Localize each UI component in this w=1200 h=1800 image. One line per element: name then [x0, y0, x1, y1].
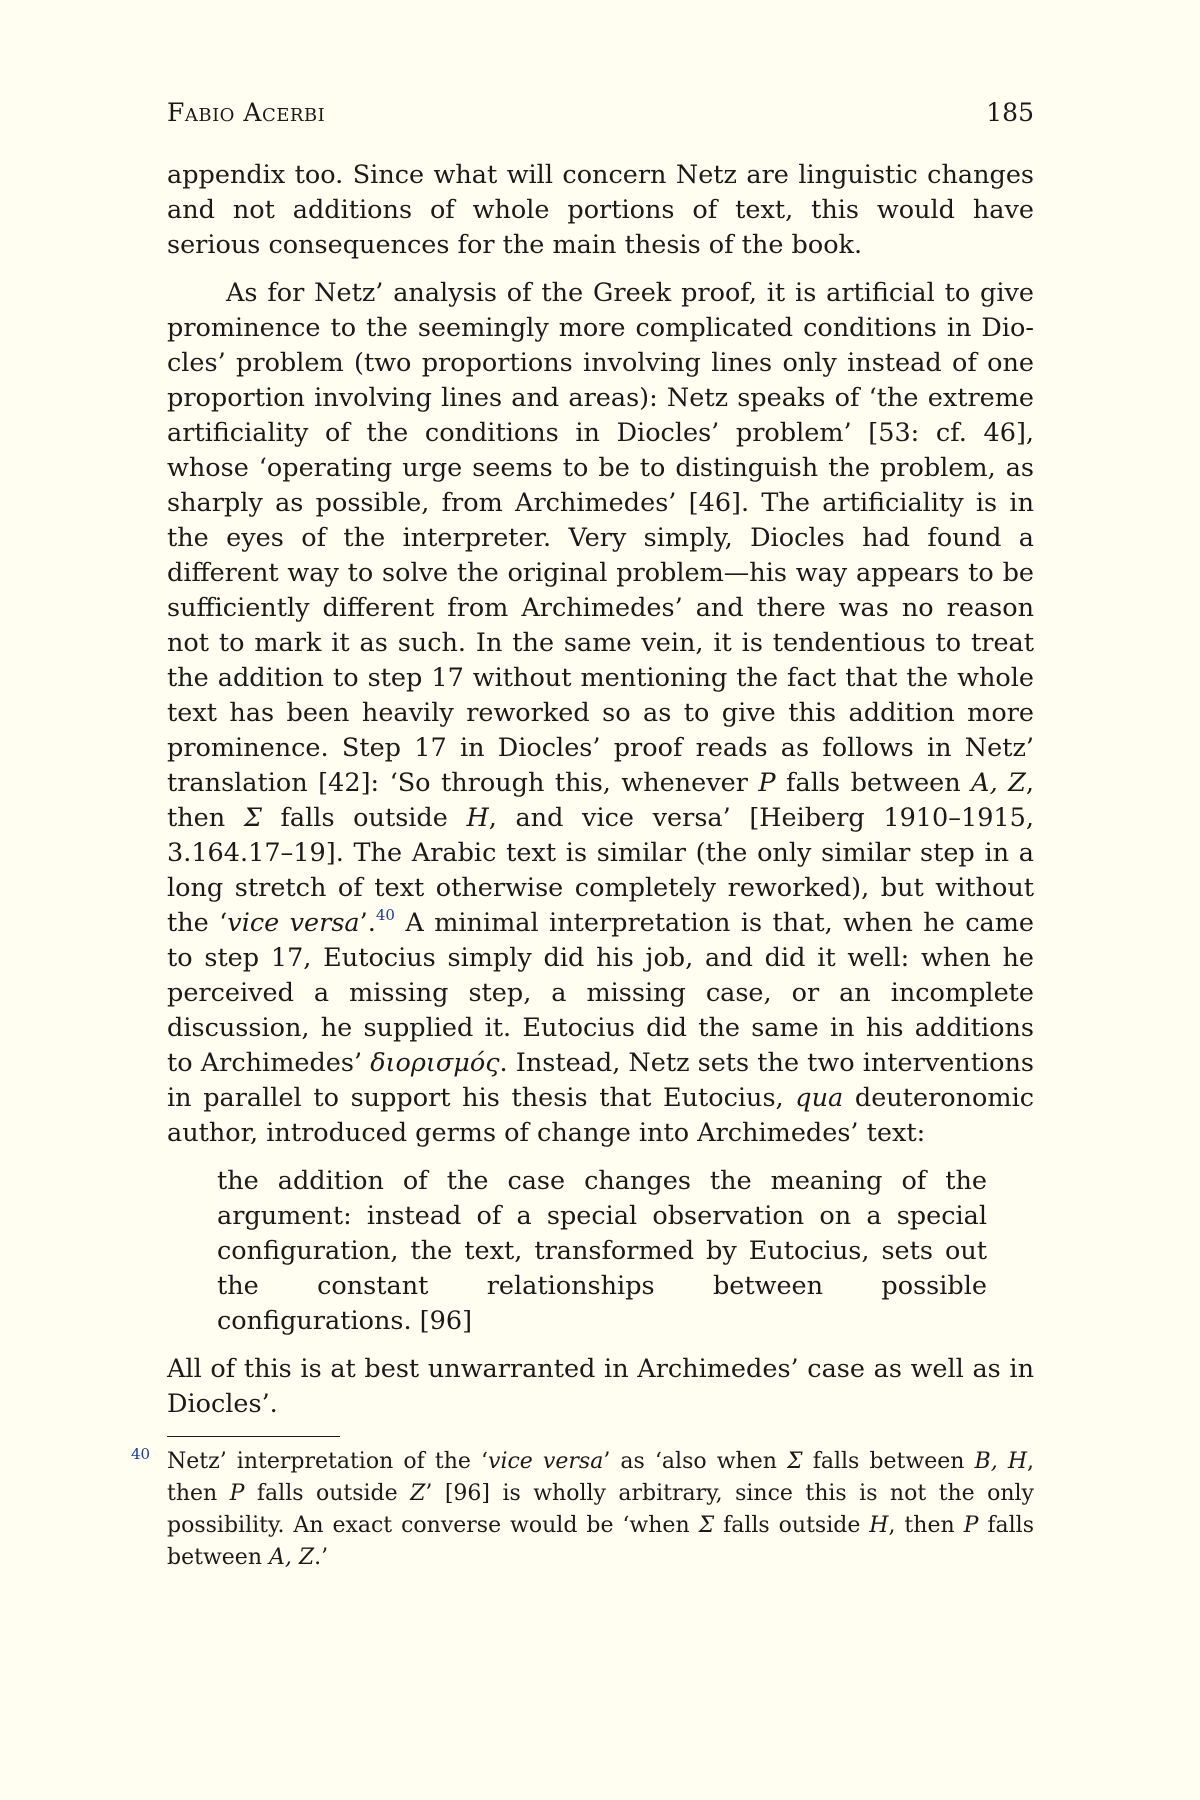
paragraph-2-text: , and vice versa’ [Heiberg 1910–1915, 3.164.17–19]. The Arabic text is similar (the only similar step in a long stretch of text otherwise completely reworked), but without the ‘	[167, 803, 1034, 938]
footnote-text: falls between	[802, 1449, 975, 1474]
footnote-text: Netz’ interpretation of the ‘	[167, 1449, 489, 1474]
footnote-text: , then	[888, 1513, 964, 1538]
footnote-40	[131, 1445, 1035, 1574]
paragraph-2-text: falls between	[775, 768, 972, 798]
math-symbol: B, H	[974, 1449, 1028, 1474]
paragraph-2-text: ’.	[359, 908, 376, 938]
math-symbol: H	[466, 803, 489, 833]
footnote-rule	[167, 1436, 340, 1437]
footnote-text: .’	[314, 1545, 329, 1570]
italic-term: vice versa	[227, 908, 360, 938]
footnote-reference-link[interactable]: 40	[375, 906, 395, 924]
math-symbol: A, Z	[971, 768, 1026, 798]
paragraph-2-text: deuteronomic author, introduced germs of change into Archimedes’ text:	[167, 1083, 1035, 1148]
footnote-text: falls between	[167, 1513, 1034, 1570]
math-symbol: P	[229, 1481, 245, 1506]
page-content	[167, 96, 1034, 1422]
author-name: Fabio Acerbi	[167, 98, 326, 127]
paragraph-3: All of this is at best unwarranted in Archimedes’ case as well as in Diocles’.	[167, 1354, 1034, 1419]
paragraph-2-text: falls outside	[261, 803, 467, 833]
block-quote: the addition of the case changes the meaning of the argument: instead of a special observation on a special configuration, the text, transformed by Eutocius, sets out the constant relationships between possible configurations. [96]	[217, 1166, 987, 1336]
italic-term: vice versa	[488, 1449, 604, 1474]
paragraph-2-text: A minimal interpretation is that, when he came to step 17, Eutocius simply did his job, and did it well: when he perceived a missing step, a missing case, or an incomplete discussion, he supplied it. Eutocius did the same in his additions to Archimedes’	[167, 908, 1034, 1078]
page-number: 185	[986, 98, 1034, 127]
math-symbol: H	[869, 1513, 889, 1538]
math-symbol: Z	[410, 1481, 426, 1506]
footnote-text: , then	[167, 1449, 1035, 1506]
math-symbol: Σ	[787, 1449, 803, 1474]
paragraph-2-text: As for Netz’ analysis of the Greek proof, it is artificial to give prominence to the seemingly more complicated conditions in Diocles’ problem (two proportions involving lines only instead of one proportion involving lines and areas): Netz speaks of ‘the extreme artificiality of the conditions in Diocles’ problem’ [53: cf. 46], whose ‘operating urge seems to be to distinguish the problem, as sharply as possible, from Archimedes’ [46]. The artificiality is in the eyes of the interpreter. Very simply, Diocles had found a different way to solve the original problem—his way appears to be sufficiently different from Archimedes’ and there was no reason not to mark it as such. In the same vein, it is tendentious to treat the addition to step 17 without mentioning the fact that the whole text has been heavily reworked so as to give this addition more prominence. Step 17 in Diocles’ proof reads as follows in Netz’ translation [42]: ‘So through this, whenever	[167, 278, 1034, 798]
footnote-text: falls outside	[244, 1481, 411, 1506]
math-symbol: P	[758, 768, 776, 798]
footnote-text: falls outside	[714, 1513, 870, 1538]
greek-term: διορισμός	[370, 1048, 500, 1078]
footnote-text: ’ as ‘also when	[603, 1449, 788, 1474]
body-text	[167, 158, 1034, 1422]
footnote-text: ’ [96] is wholly arbitrary, since this is not the only possibility. An exact converse would be ‘when	[167, 1481, 1034, 1538]
paragraph-2-text: . Instead, Netz sets the two interventions in parallel to support his thesis that Eutocius,	[167, 1048, 1034, 1113]
italic-term: qua	[795, 1083, 844, 1113]
running-head	[167, 96, 1034, 130]
paragraph-1: appendix too. Since what will concern Netz are linguistic changes and not additions of whole portions of text, this would have serious consequences for the main thesis of the book.	[167, 160, 1034, 260]
math-symbol: P	[963, 1513, 979, 1538]
math-symbol: Σ	[243, 803, 262, 833]
math-symbol: Σ	[698, 1513, 715, 1538]
paragraph-2-text: , then	[167, 768, 1035, 833]
footnote-number: 40	[131, 1445, 151, 1463]
math-symbol: A, Z	[268, 1545, 315, 1570]
paragraph-2	[167, 276, 1034, 1151]
